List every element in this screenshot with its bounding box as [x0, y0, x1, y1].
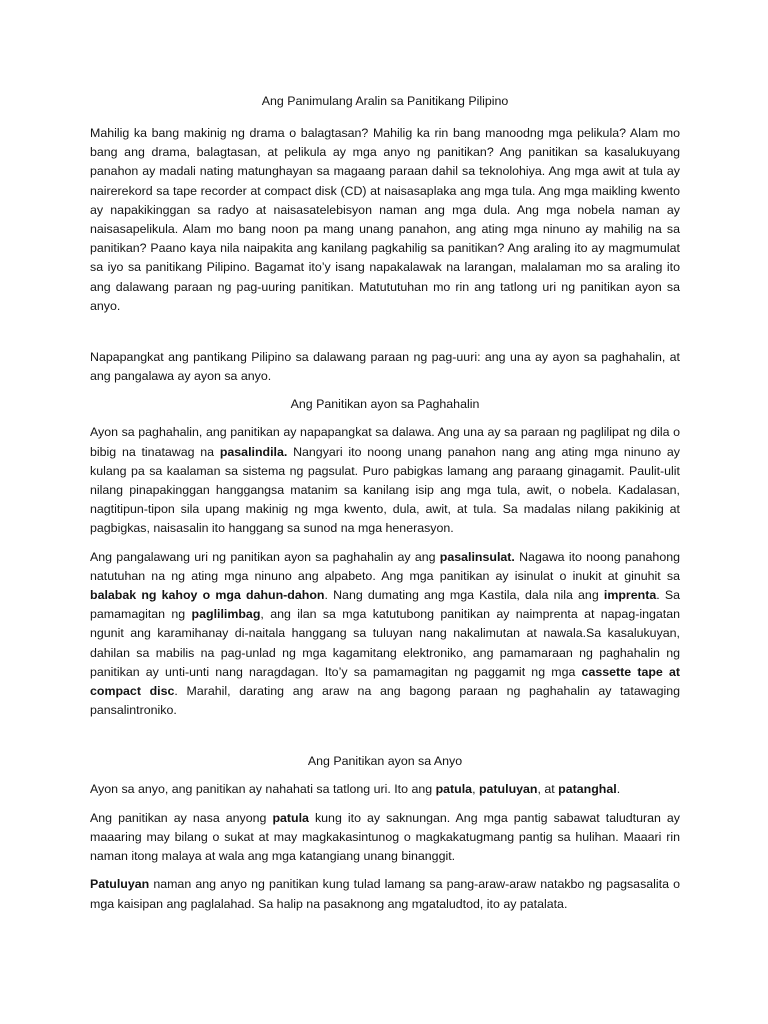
bold-term: patanghal [558, 782, 617, 797]
section-heading-paghahalin: Ang Panitikan ayon sa Paghahalin [290, 397, 480, 412]
paghahalin-paragraph-2 [90, 548, 680, 721]
anyo-paragraph-1 [90, 780, 680, 799]
classification-paragraph: Napapangkat ang pantikang Pilipino sa dalawang paraan ng pag-uuri: ang una ay ayon sa paghahalin, at ang pangalawa ay ayon sa anyo. [90, 350, 680, 384]
text-run: . [616, 782, 621, 797]
text-run: naman ang anyo ng panitikan kung tulad lamang sa pang-araw-araw natakbo ng pagsasalita o mga kaisipan ang paglalahad. Sa halip na pasaknong ang mgataludtod, ito ay patalata. [90, 877, 680, 911]
text-run: Ayon sa anyo, ang panitikan ay nahahati sa tatlong uri. Ito ang [90, 782, 436, 797]
text-run: kung ito ay saknungan. Ang mga pantig sabawat taludturan ay maaaring may bilang o sukat at may magkakasintunog o magkakatugmang pantig sa hulihan. Maaari rin naman itong malaya at wala ang mga katangiang unang binanggit. [90, 810, 680, 864]
bold-term: imprenta [603, 588, 657, 603]
anyo-paragraph-2 [90, 809, 680, 867]
bold-term: pasalinsulat. [439, 549, 515, 564]
text-run: . Marahil, darating ang araw na ang bagong paraan ng paghahalin ay tatawaging pansalintroniko. [90, 684, 680, 718]
text-run: . Sa pamamagitan ng [90, 588, 680, 622]
bold-term: patula [272, 810, 309, 825]
bold-term: paglilimbag [191, 607, 261, 622]
bold-term: pasalindila. [219, 444, 288, 459]
text-run: Nangyari ito noong unang panahon nang ang ating mga ninuno ay kulang pa sa kaalaman sa sistema ng pagsulat. Puro pabigkas lamang ang paraang ginagamit. Paulit-ulit nilang pinapakinggan hanggangsa matanim sa kanilang isip ang mga tula, awit, o nobela. Kadalasan, nagtitipun-tipon sila upang makinig ng mga kwento, dula, awit, at tula. Sa madalas nilang pakikinig at pagbigkas, naisasalin ito hanggang sa sunod na mga henerasyon. [90, 444, 680, 536]
text-run: Ayon sa paghahalin, ang panitikan ay napapangkat sa dalawa. Ang una ay sa paraan ng paglilipat ng dila o bibig na tinatawag na [90, 425, 680, 459]
spacer [90, 729, 680, 752]
bold-term: patuluyan [478, 782, 538, 797]
document-title: Ang Panimulang Aralin sa Panitikang Pilipino [261, 94, 509, 108]
bold-term: balabak ng kahoy o mga dahun-dahon [90, 588, 325, 603]
paghahalin-paragraph-1 [90, 423, 680, 538]
text-run: . Nang dumating ang mga Kastila, dala nila ang [324, 588, 604, 603]
anyo-paragraph-3 [90, 875, 680, 913]
bold-term: patula [435, 782, 473, 797]
text-run: Ang panitikan ay nasa anyong [90, 810, 273, 825]
text-run: Nagawa ito noong panahong natutuhan na ng ating mga ninuno ang alpabeto. Ang mga panitikan ay isinulat o inukit at ginuhit sa [90, 549, 680, 583]
bold-term: cassette tape at compact disc [90, 664, 680, 699]
spacer [90, 325, 680, 348]
intro-paragraph: Mahilig ka bang makinig ng drama o balagtasan? Mahilig ka rin bang manoodng mga pelikula? Alam mo bang ang drama, balagtasan, at pelikula ay mga anyo ng panitikan? Ang panitikan sa kasalukuyang panahon ay madali nating matunghayan sa magaang paraan dahil sa teknolohiya. Ang mga awit at tula ay nairerekord sa tape recorder at compact disk (CD) at naisasaplaka ang mga tula. Ang mga maikling kwento ay napakikinggan sa radyo at naisasatelebisyon naman ang mga dula. Ang mga nobela naman ay naisasapelikula. Alam mo bang noon pa mang unang panahon, ang ating mga ninuno ay mahilig na sa panitikan? Paano kaya nila naipakita ang kanilang pagkahilig sa panitikan? Ang araling ito ay magmumulat sa iyo sa panitikang Pilipino. Bagamat ito’y isang napakalawak na larangan, malalaman mo sa araling ito ang dalawang paraan ng pag-uuring panitikan. Matututuhan mo rin ang tatlong uri ng panitikan ayon sa anyo. [90, 126, 680, 313]
text-run: , ang ilan sa mga katutubong panitikan ay naimprenta at napag-ingatan ngunit ang karamihanay di-naitala hanggang sa tuluyan nang nakalimutan at nawala.Sa kasalukuyan, dahilan sa mabilis na pag-unlad ng mga kagamitang elektroniko, ang pamamaraan ng paghahalin ng panitikan ay unti-unti nang naragdagan. Ito’y sa pamamagitan ng paggamit ng mga [90, 607, 680, 679]
text-run: Ang pangalawang uri ng panitikan ayon sa paghahalin ay ang [90, 549, 440, 564]
text-run: , at [537, 782, 559, 797]
text-run: , [472, 782, 479, 797]
section-heading-anyo: Ang Panitikan ayon sa Anyo [307, 754, 463, 769]
bold-term: Patuluyan [90, 877, 150, 892]
